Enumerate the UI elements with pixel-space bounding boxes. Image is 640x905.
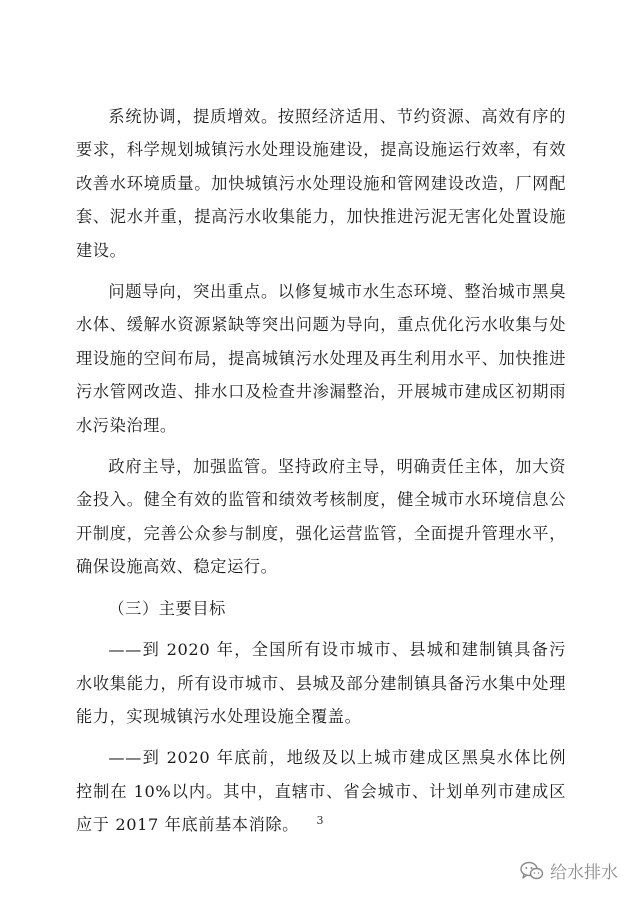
- watermark: [520, 858, 618, 883]
- paragraph-problem-oriented: 问题导向，突出重点。以修复城市水生态环境、整治城市黑臭水体、缓解水资源紧缺等突出问题为导向，重点优化污水收集与处理设施的空间布局，提高城镇污水处理及再生利用水平、加快推进污水管网改造、排水口及检查井渗漏整治，开展城市建成区初期雨水污染治理。: [76, 282, 566, 435]
- wechat-icon: [520, 861, 544, 881]
- goal-item: ——到 2020 年底前，地级及以上城市建成区黑臭水体比例控制在 10%以内。其中，直辖市、省会城市、计划单列市建成区应于 2017 年底前基本消除。: [76, 748, 566, 835]
- document-body: [76, 100, 566, 850]
- goal-item: ——到 2020 年，全国所有设市城市、县城和建制镇具备污水收集能力，所有设市城市、县城及部分建制镇具备污水集中处理能力，实现城镇污水处理设施全覆盖。: [76, 640, 566, 726]
- section-heading: （三）主要目标: [108, 598, 226, 618]
- paragraph-government-led: 政府主导，加强监管。坚持政府主导，明确责任主体，加大资金投入。健全有效的监管和绩效考核制度，健全城市水环境信息公开制度，完善公众参与制度，强化运营监管，全面提升管理水平，确保设施高效、稳定运行。: [76, 457, 566, 577]
- watermark-text: 给水排水: [550, 863, 618, 883]
- page-number: 3: [316, 814, 324, 827]
- paragraph-system-coordination: 系统协调，提质增效。按照经济适用、节约资源、高效有序的要求，科学规划城镇污水处理设施建设，提高设施运行效率，有效改善水环境质量。加快城镇污水处理设施和管网建设改造，厂网配套、泥水并重，提高污水收集能力，加快推进污泥无害化处置设施建设。: [76, 107, 566, 260]
